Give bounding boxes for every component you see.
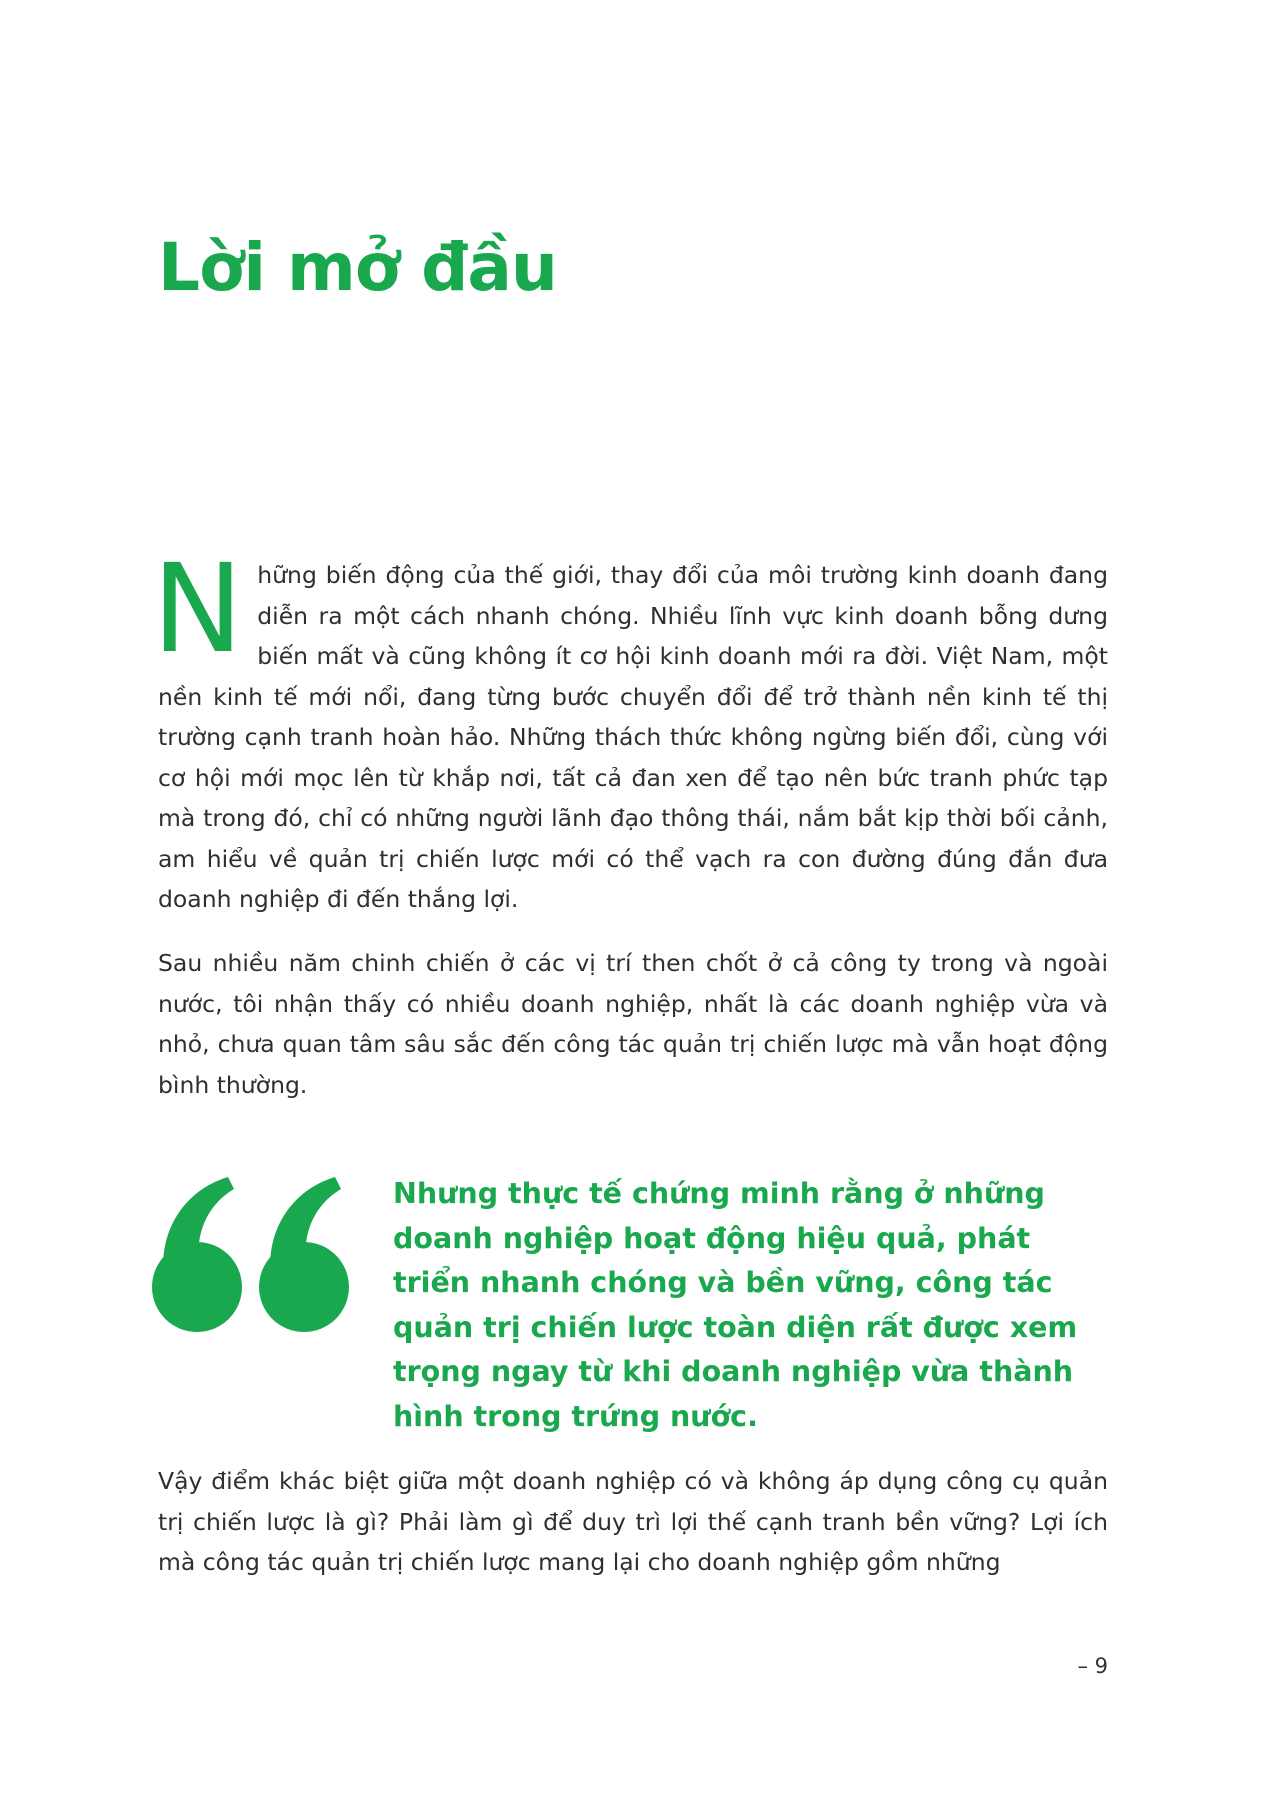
page-number: – 9 — [1077, 1654, 1108, 1678]
body-paragraph-2: Sau nhiều năm chinh chiến ở các vị trí then chốt ở cả công ty trong và ngoài nước, tôi nhận thấy có nhiều doanh nghiệp, nhất là các doanh nghiệp vừa và nhỏ, chưa quan tâm sâu sắc đến công tác quản trị chiến lược mà vẫn hoạt động bình thường. — [158, 949, 1108, 1099]
body-paragraph-1 — [152, 538, 1108, 920]
page-title: Lời mở đầu — [158, 229, 557, 306]
body-paragraph-1-text: hững biến động của thế giới, thay đổi của môi trường kinh doanh đang diễn ra một cách nhanh chóng. Nhiều lĩnh vực kinh doanh bỗng dưng biến mất và cũng không ít cơ hội kinh doanh mới ra đời. Việt Nam, một nền kinh tế mới nổi, đang từng bước chuyển đổi để trở thành nền kinh tế thị trường cạnh tranh hoàn hảo. Những thách thức không ngừng biến đổi, cùng với cơ hội mới mọc lên từ khắp nơi, tất cả đan xen để tạo nên bức tranh phức tạp mà trong đó, chỉ có những người lãnh đạo thông thái, nắm bắt kịp thời bối cảnh, am hiểu về quản trị chiến lược mới có thể vạch ra con đường đúng đắn đưa doanh nghiệp đi đến thắng lợi. — [158, 561, 1108, 913]
body-paragraph-3: Vậy điểm khác biệt giữa một doanh nghiệp có và không áp dụng công cụ quản trị chiến lược là gì? Phải làm gì để duy trì lợi thế cạnh tranh bền vững? Lợi ích mà công tác quản trị chiến lược mang lại cho doanh nghiệp gồm những — [158, 1467, 1108, 1576]
opening-quotation-mark-icon — [150, 1175, 350, 1335]
pull-quote: Nhưng thực tế chứng minh rằng ở những doanh nghiệp hoạt động hiệu quả, phát triển nhanh chóng và bền vững, công tác quản trị chiến lược toàn diện rất được xem trọng ngay từ khi doanh nghiệp vừa thành hình trong trứng nước. — [393, 1177, 1078, 1433]
drop-cap: N — [152, 538, 244, 680]
